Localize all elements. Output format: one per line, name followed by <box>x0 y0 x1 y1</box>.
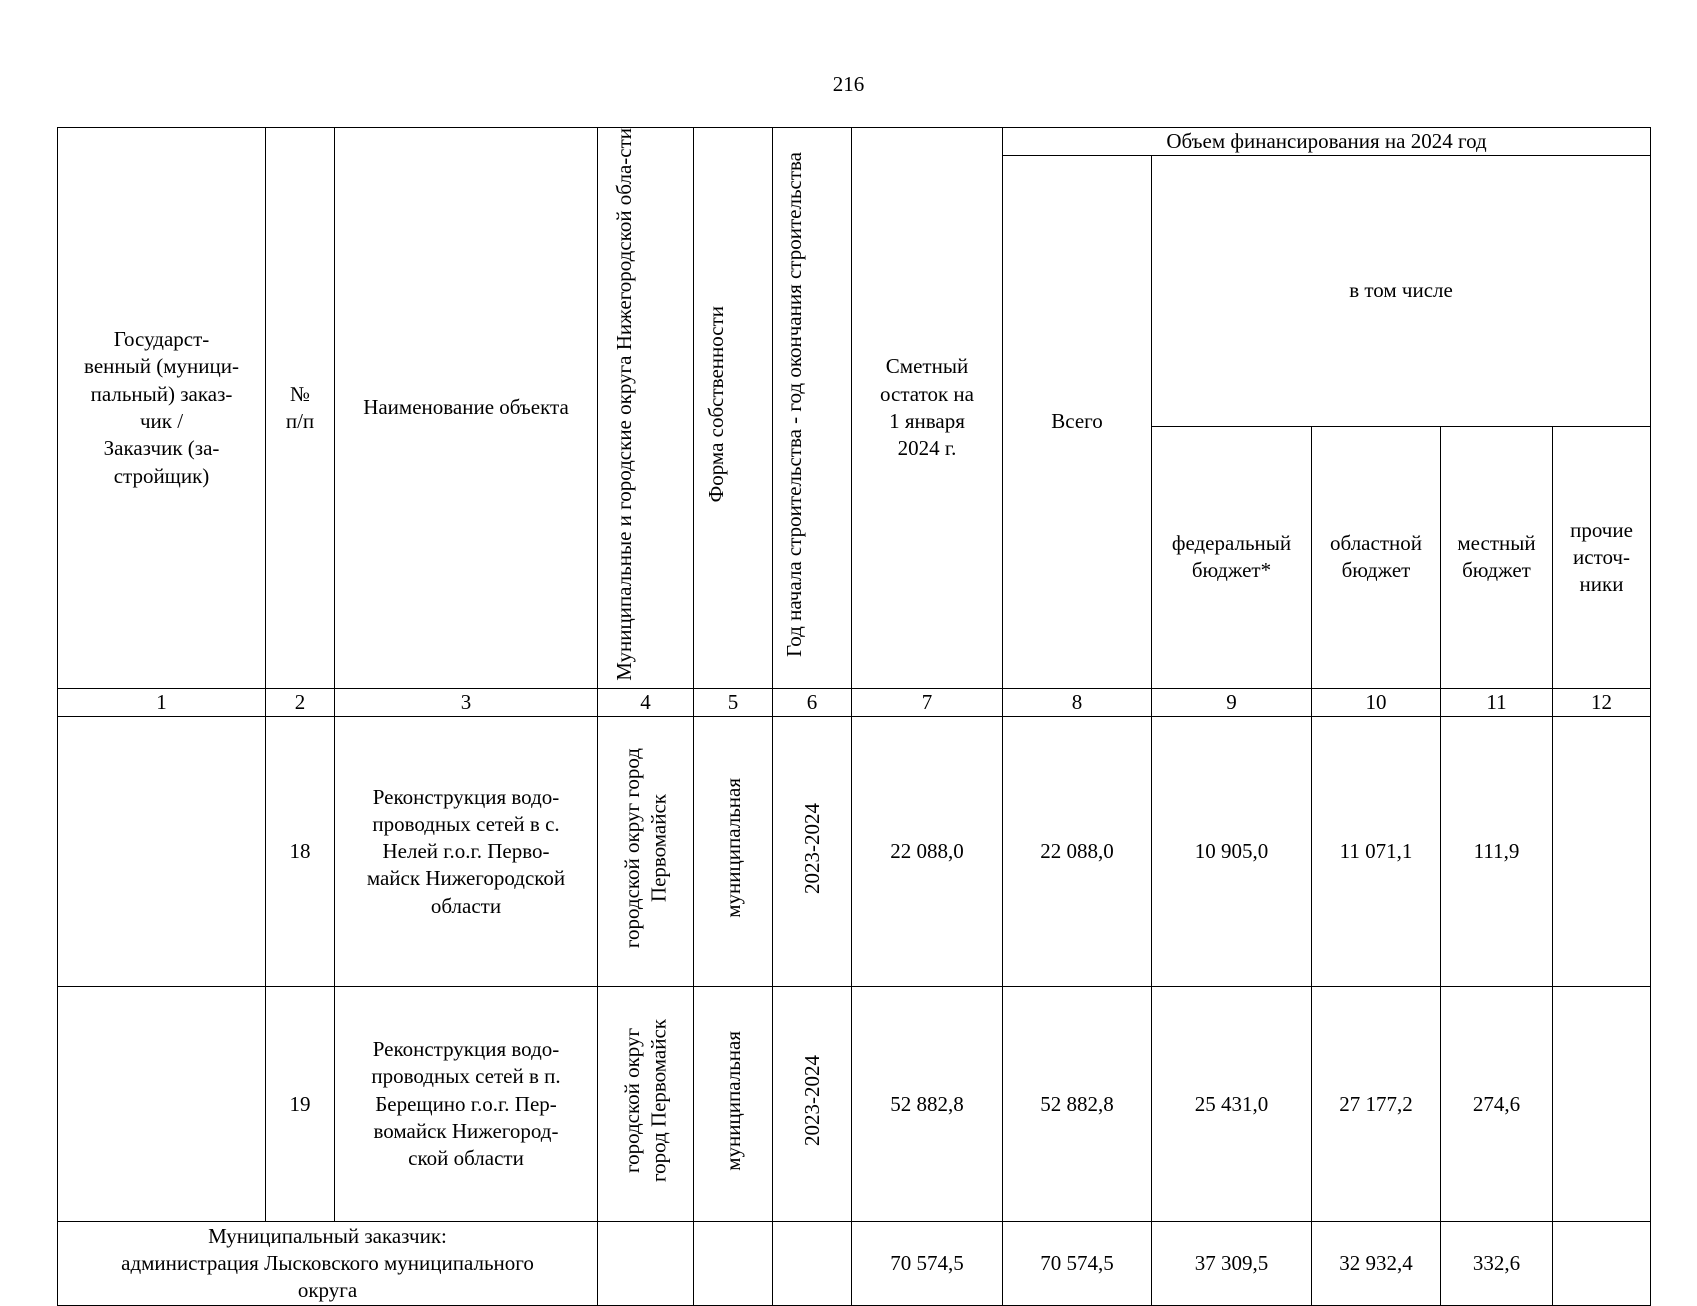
cell-years: 2023-2024 <box>773 987 852 1222</box>
column-numbers-row <box>58 688 1651 716</box>
column-number: 6 <box>773 688 852 716</box>
header-total: Всего <box>1003 156 1152 689</box>
cell-customer <box>58 717 266 987</box>
total-row <box>58 1222 1651 1306</box>
header-local: местный бюджет <box>1441 426 1553 688</box>
column-number: 5 <box>694 688 773 716</box>
header-number: № п/п <box>266 128 335 689</box>
header-ownership: Форма собственности <box>694 128 773 689</box>
cell-empty <box>694 1222 773 1306</box>
cell-total: 52 882,8 <box>1003 987 1152 1222</box>
cell-estimate: 52 882,8 <box>852 987 1003 1222</box>
header-years: Год начала строительства - год окончания строительства <box>773 128 852 689</box>
cell-regional: 27 177,2 <box>1312 987 1441 1222</box>
column-number: 8 <box>1003 688 1152 716</box>
table-row <box>58 987 1651 1222</box>
total-federal: 37 309,5 <box>1152 1222 1312 1306</box>
column-number: 4 <box>598 688 694 716</box>
total-total: 70 574,5 <box>1003 1222 1152 1306</box>
column-number: 7 <box>852 688 1003 716</box>
column-number: 11 <box>1441 688 1553 716</box>
cell-estimate: 22 088,0 <box>852 717 1003 987</box>
cell-federal: 25 431,0 <box>1152 987 1312 1222</box>
cell-other <box>1553 987 1651 1222</box>
cell-total: 22 088,0 <box>1003 717 1152 987</box>
total-local: 332,6 <box>1441 1222 1553 1306</box>
cell-local: 111,9 <box>1441 717 1553 987</box>
column-number: 2 <box>266 688 335 716</box>
column-number: 9 <box>1152 688 1312 716</box>
header-regional: областной бюджет <box>1312 426 1441 688</box>
cell-ownership: муниципальная <box>694 987 773 1222</box>
cell-number: 19 <box>266 987 335 1222</box>
table-row <box>58 717 1651 987</box>
column-number: 3 <box>335 688 598 716</box>
total-estimate: 70 574,5 <box>852 1222 1003 1306</box>
cell-number: 18 <box>266 717 335 987</box>
cell-ownership: муниципальная <box>694 717 773 987</box>
header-object-name: Наименование объекта <box>335 128 598 689</box>
cell-municipality: городской округ город Первомайск <box>598 987 694 1222</box>
cell-years: 2023-2024 <box>773 717 852 987</box>
header-estimate: Сметный остаток на 1 января 2024 г. <box>852 128 1003 689</box>
column-number: 1 <box>58 688 266 716</box>
cell-customer <box>58 987 266 1222</box>
cell-empty <box>598 1222 694 1306</box>
cell-object-name: Реконструкция водо- проводных сетей в с. Нелей г.о.г. Перво- майск Нижегородской области <box>335 717 598 987</box>
cell-other <box>1553 717 1651 987</box>
column-number: 12 <box>1553 688 1651 716</box>
header-including: в том числе <box>1152 156 1651 427</box>
cell-municipality: городской округ город Первомайск <box>598 717 694 987</box>
header-other: прочие источ- ники <box>1553 426 1651 688</box>
page-number: 216 <box>832 72 865 96</box>
total-regional: 32 932,4 <box>1312 1222 1441 1306</box>
cell-local: 274,6 <box>1441 987 1553 1222</box>
column-number: 10 <box>1312 688 1441 716</box>
cell-object-name: Реконструкция водо- проводных сетей в п. Берещино г.о.г. Пер- вомайск Нижегород- ской области <box>335 987 598 1222</box>
financing-table <box>57 127 1651 1306</box>
header-federal: федеральный бюджет* <box>1152 426 1312 688</box>
cell-federal: 10 905,0 <box>1152 717 1312 987</box>
header-funding-group: Объем финансирования на 2024 год <box>1003 128 1651 156</box>
header-row <box>58 128 1651 156</box>
total-label: Муниципальный заказчик: администрация Лысковского муниципального округа <box>58 1222 598 1306</box>
cell-regional: 11 071,1 <box>1312 717 1441 987</box>
cell-empty <box>773 1222 852 1306</box>
header-customer: Государст- венный (муници- пальный) заказ- чик / Заказчик (за- стройщик) <box>58 128 266 689</box>
total-other <box>1553 1222 1651 1306</box>
header-municipalities: Муниципальные и городские округа Нижегородской обла-сти <box>598 128 694 689</box>
